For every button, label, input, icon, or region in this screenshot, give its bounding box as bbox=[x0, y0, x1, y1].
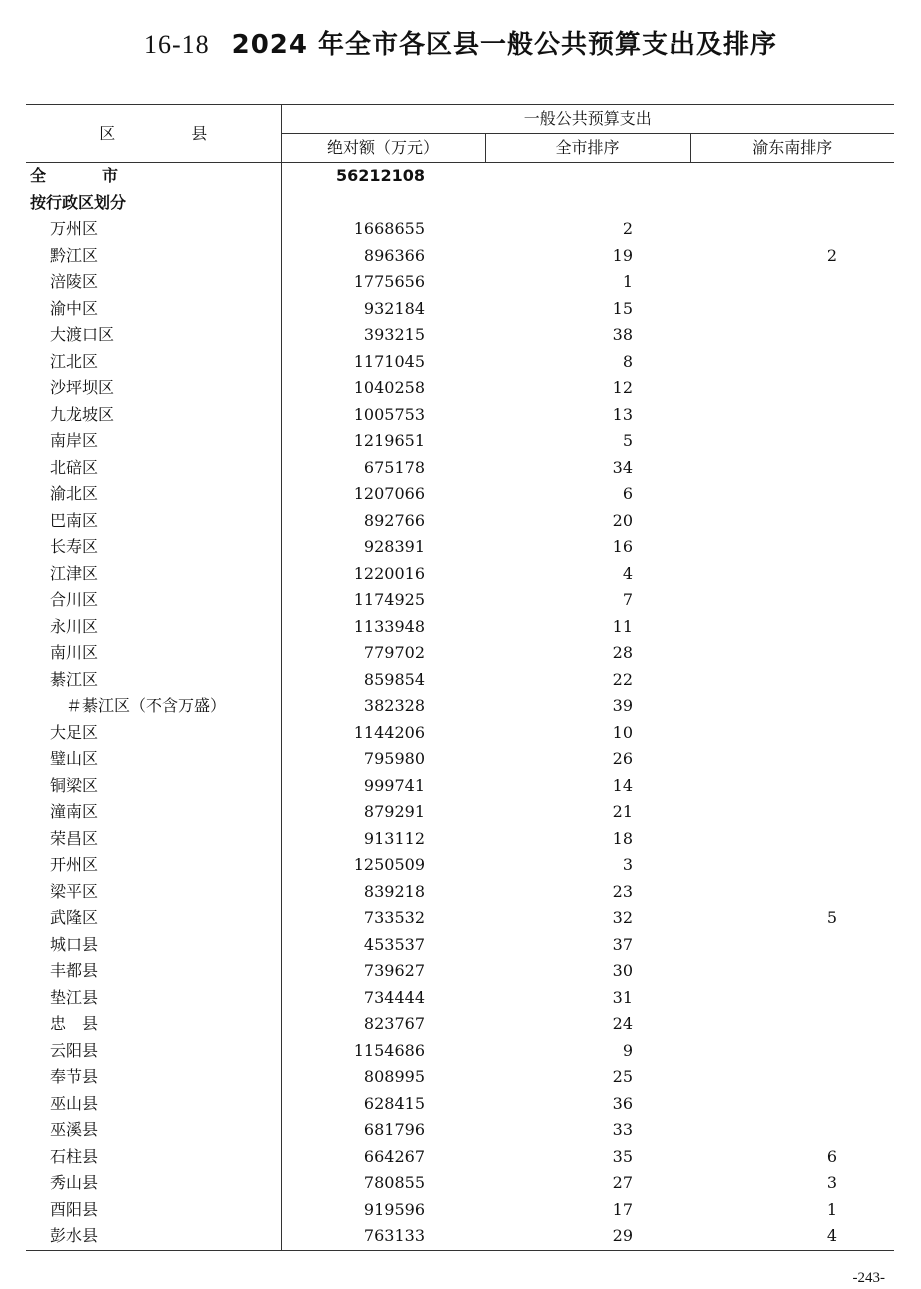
district-name: 黔江区 bbox=[50, 245, 99, 265]
yudongnan-rank-cell bbox=[690, 1091, 894, 1118]
table-row bbox=[26, 402, 894, 429]
city-rank-cell: 7 bbox=[622, 590, 633, 610]
column-group-header: 一般公共预算支出 bbox=[281, 105, 894, 134]
yudongnan-rank-cell bbox=[690, 455, 894, 482]
amount-cell: 664267 bbox=[281, 1144, 485, 1171]
amount-cell: 628415 bbox=[281, 1091, 485, 1118]
district-name: 垫江县 bbox=[50, 987, 99, 1007]
city-rank-cell: 16 bbox=[612, 537, 633, 557]
yudongnan-rank-cell: 5 bbox=[826, 908, 838, 928]
district-name: ＃綦江区（不含万盛） bbox=[66, 696, 227, 716]
amount-cell: 1133948 bbox=[281, 614, 485, 641]
table-row bbox=[26, 322, 894, 349]
city-rank-cell: 22 bbox=[612, 669, 633, 689]
city-rank-cell: 14 bbox=[612, 775, 633, 795]
yudongnan-rank-cell: 4 bbox=[690, 1223, 894, 1250]
amount-cell: 808995 bbox=[281, 1064, 485, 1091]
page-number: -243- bbox=[852, 1270, 885, 1286]
amount-cell: 733532 bbox=[281, 905, 485, 932]
table-row bbox=[26, 773, 894, 800]
city-rank-cell: 4 bbox=[622, 563, 633, 583]
table-row bbox=[26, 985, 894, 1012]
city-rank-cell: 23 bbox=[612, 881, 633, 901]
district-name: 忠 县 bbox=[50, 1014, 99, 1034]
yudongnan-rank-cell bbox=[690, 614, 894, 641]
table-row bbox=[26, 216, 894, 243]
amount-cell: 1174925 bbox=[281, 587, 485, 614]
table-row bbox=[26, 746, 894, 773]
district-name: 开州区 bbox=[50, 855, 99, 875]
table-row bbox=[26, 428, 894, 455]
district-name: 秀山县 bbox=[50, 1173, 99, 1193]
yudongnan-rank-cell bbox=[690, 746, 894, 773]
amount-cell: 932184 bbox=[281, 296, 485, 323]
yudongnan-rank-cell bbox=[690, 667, 894, 694]
yudongnan-rank-cell: 3 bbox=[826, 1173, 838, 1193]
yudongnan-rank-cell bbox=[690, 852, 894, 879]
city-rank-cell: 9 bbox=[622, 1040, 633, 1060]
yudongnan-rank-cell bbox=[690, 1117, 894, 1144]
city-rank-cell: 3 bbox=[622, 855, 633, 875]
city-rank-cell: 37 bbox=[612, 934, 633, 954]
district-name: 酉阳县 bbox=[50, 1199, 99, 1219]
city-rank-cell: 24 bbox=[612, 1014, 633, 1034]
amount-cell: 928391 bbox=[281, 534, 485, 561]
district-name: 渝中区 bbox=[50, 298, 99, 318]
district-name: 长寿区 bbox=[50, 537, 99, 557]
table-row bbox=[26, 269, 894, 296]
amount-cell: 1005753 bbox=[281, 402, 485, 429]
district-name: 綦江区 bbox=[50, 669, 99, 689]
table-row bbox=[26, 375, 894, 402]
amount-cell: 1668655 bbox=[281, 216, 485, 243]
table-title-text: 2024 年全市各区县一般公共预算支出及排序 bbox=[231, 30, 778, 60]
amount-cell: 1171045 bbox=[281, 349, 485, 376]
city-rank-cell: 29 bbox=[485, 1223, 690, 1250]
table-row bbox=[26, 1064, 894, 1091]
yudongnan-rank-cell bbox=[690, 322, 894, 349]
total-amount: 56212108 bbox=[281, 163, 485, 190]
city-rank-cell: 25 bbox=[612, 1067, 633, 1087]
city-rank-cell: 1 bbox=[622, 272, 633, 292]
yudongnan-rank-cell: 2 bbox=[826, 245, 838, 265]
table-row bbox=[26, 1091, 894, 1118]
city-rank-cell: 38 bbox=[612, 325, 633, 345]
city-rank-cell: 6 bbox=[622, 484, 633, 504]
table-number: 16-18 bbox=[143, 30, 210, 59]
yudongnan-rank-cell: 6 bbox=[826, 1146, 838, 1166]
yudongnan-rank-cell bbox=[690, 375, 894, 402]
table-row bbox=[26, 879, 894, 906]
yudongnan-rank-cell bbox=[690, 640, 894, 667]
city-rank-cell: 32 bbox=[612, 908, 633, 928]
table-row bbox=[26, 1038, 894, 1065]
table-row bbox=[26, 958, 894, 985]
yudongnan-rank-cell bbox=[690, 958, 894, 985]
city-rank-cell: 2 bbox=[622, 219, 633, 239]
amount-cell: 823767 bbox=[281, 1011, 485, 1038]
district-name: 江北区 bbox=[50, 351, 99, 371]
city-rank-cell: 11 bbox=[612, 616, 633, 636]
amount-cell: 393215 bbox=[281, 322, 485, 349]
district-name: 渝北区 bbox=[50, 484, 99, 504]
district-name: 万州区 bbox=[50, 219, 99, 239]
district-name: 合川区 bbox=[50, 590, 99, 610]
city-rank-cell: 8 bbox=[622, 351, 633, 371]
amount-cell: 913112 bbox=[281, 826, 485, 853]
table-row bbox=[26, 1144, 894, 1171]
table-row-section bbox=[26, 190, 894, 217]
yudongnan-rank-cell bbox=[690, 799, 894, 826]
amount-cell: 892766 bbox=[281, 508, 485, 535]
city-rank-cell: 21 bbox=[612, 802, 633, 822]
district-name: 梁平区 bbox=[50, 881, 99, 901]
yudongnan-rank-cell bbox=[690, 216, 894, 243]
district-name: 南岸区 bbox=[50, 431, 99, 451]
district-name: 巫山县 bbox=[50, 1093, 99, 1113]
amount-cell: 739627 bbox=[281, 958, 485, 985]
city-rank-cell: 15 bbox=[612, 298, 633, 318]
table-row bbox=[26, 1170, 894, 1197]
expenditure-table bbox=[26, 104, 894, 1251]
amount-cell: 1154686 bbox=[281, 1038, 485, 1065]
district-name: 荣昌区 bbox=[50, 828, 99, 848]
yudongnan-rank-cell bbox=[690, 985, 894, 1012]
table-row bbox=[26, 826, 894, 853]
section-label: 按行政区划分 bbox=[30, 192, 127, 212]
amount-cell: 780855 bbox=[281, 1170, 485, 1197]
table-row bbox=[26, 349, 894, 376]
table-row bbox=[26, 587, 894, 614]
district-name: 奉节县 bbox=[50, 1067, 99, 1087]
city-rank-cell: 28 bbox=[612, 643, 633, 663]
yudongnan-rank-cell bbox=[690, 428, 894, 455]
table-row bbox=[26, 905, 894, 932]
amount-cell: 681796 bbox=[281, 1117, 485, 1144]
amount-cell: 675178 bbox=[281, 455, 485, 482]
district-name: 巴南区 bbox=[50, 510, 99, 530]
district-name: 大足区 bbox=[50, 722, 99, 742]
table-row bbox=[26, 693, 894, 720]
yudongnan-rank-cell bbox=[690, 481, 894, 508]
amount-cell: 734444 bbox=[281, 985, 485, 1012]
district-name: 彭水县 bbox=[26, 1223, 281, 1250]
amount-cell: 839218 bbox=[281, 879, 485, 906]
column-header-yudongnan-rank: 渝东南排序 bbox=[690, 134, 894, 163]
column-header-city-rank: 全市排序 bbox=[485, 134, 690, 163]
column-header-amount: 绝对额（万元） bbox=[281, 134, 485, 163]
city-rank-cell: 31 bbox=[612, 987, 633, 1007]
yudongnan-rank-cell: 1 bbox=[826, 1199, 838, 1219]
district-name: 江津区 bbox=[50, 563, 99, 583]
district-name: 潼南区 bbox=[50, 802, 99, 822]
amount-cell: 1250509 bbox=[281, 852, 485, 879]
yudongnan-rank-cell bbox=[690, 402, 894, 429]
city-rank-cell: 30 bbox=[612, 961, 633, 981]
city-rank-cell: 34 bbox=[612, 457, 633, 477]
amount-cell: 1144206 bbox=[281, 720, 485, 747]
city-rank-cell: 17 bbox=[612, 1199, 633, 1219]
district-name: 璧山区 bbox=[50, 749, 99, 769]
district-name: 沙坪坝区 bbox=[50, 378, 115, 398]
yudongnan-rank-cell bbox=[690, 773, 894, 800]
table-row-total bbox=[26, 163, 894, 190]
amount-cell: 795980 bbox=[281, 746, 485, 773]
total-city-rank bbox=[485, 163, 690, 190]
yudongnan-rank-cell bbox=[690, 1064, 894, 1091]
city-rank-cell: 33 bbox=[612, 1120, 633, 1140]
yudongnan-rank-cell bbox=[690, 269, 894, 296]
amount-cell: 779702 bbox=[281, 640, 485, 667]
table-row bbox=[26, 852, 894, 879]
city-rank-cell: 10 bbox=[612, 722, 633, 742]
city-rank-cell: 35 bbox=[612, 1146, 633, 1166]
district-name: 大渡口区 bbox=[50, 325, 115, 345]
total-yudongnan-rank bbox=[690, 163, 894, 190]
page-title bbox=[0, 24, 921, 61]
amount-cell: 1207066 bbox=[281, 481, 485, 508]
amount-cell: 1040258 bbox=[281, 375, 485, 402]
district-name: 九龙坡区 bbox=[50, 404, 115, 424]
amount-cell: 859854 bbox=[281, 667, 485, 694]
district-name: 城口县 bbox=[50, 934, 99, 954]
district-name: 南川区 bbox=[50, 643, 99, 663]
total-label: 全 市 bbox=[30, 166, 139, 186]
district-name: 永川区 bbox=[50, 616, 99, 636]
yudongnan-rank-cell bbox=[690, 296, 894, 323]
city-rank-cell: 18 bbox=[612, 828, 633, 848]
yudongnan-rank-cell bbox=[690, 561, 894, 588]
yudongnan-rank-cell bbox=[690, 826, 894, 853]
yudongnan-rank-cell bbox=[690, 508, 894, 535]
amount-cell: 879291 bbox=[281, 799, 485, 826]
table-row bbox=[26, 534, 894, 561]
amount-cell: 1775656 bbox=[281, 269, 485, 296]
city-rank-cell: 20 bbox=[612, 510, 633, 530]
city-rank-cell: 39 bbox=[612, 696, 633, 716]
district-name: 石柱县 bbox=[50, 1146, 99, 1166]
yudongnan-rank-cell bbox=[690, 720, 894, 747]
yudongnan-rank-cell bbox=[690, 349, 894, 376]
table-row bbox=[26, 243, 894, 270]
section-yudongnan-rank bbox=[690, 190, 894, 217]
table-row bbox=[26, 932, 894, 959]
table-row bbox=[26, 508, 894, 535]
city-rank-cell: 12 bbox=[612, 378, 633, 398]
yudongnan-rank-cell bbox=[690, 879, 894, 906]
yudongnan-rank-cell bbox=[690, 1011, 894, 1038]
amount-cell: 382328 bbox=[281, 693, 485, 720]
amount-cell: 999741 bbox=[281, 773, 485, 800]
city-rank-cell: 36 bbox=[612, 1093, 633, 1113]
district-name: 巫溪县 bbox=[50, 1120, 99, 1140]
city-rank-cell: 5 bbox=[622, 431, 633, 451]
city-rank-cell: 13 bbox=[612, 404, 633, 424]
yudongnan-rank-cell bbox=[690, 1038, 894, 1065]
district-name: 云阳县 bbox=[50, 1040, 99, 1060]
yudongnan-rank-cell bbox=[690, 587, 894, 614]
amount-cell: 919596 bbox=[281, 1197, 485, 1224]
city-rank-cell: 19 bbox=[612, 245, 633, 265]
district-name: 北碚区 bbox=[50, 457, 99, 477]
table-row bbox=[26, 614, 894, 641]
table-row bbox=[26, 481, 894, 508]
amount-cell: 1219651 bbox=[281, 428, 485, 455]
table-row bbox=[26, 799, 894, 826]
table-row bbox=[26, 1117, 894, 1144]
table-row bbox=[26, 667, 894, 694]
section-city-rank bbox=[485, 190, 690, 217]
table-row bbox=[26, 720, 894, 747]
table-row bbox=[26, 455, 894, 482]
yudongnan-rank-cell bbox=[690, 693, 894, 720]
district-name: 丰都县 bbox=[50, 961, 99, 981]
city-rank-cell: 27 bbox=[612, 1173, 633, 1193]
yudongnan-rank-cell bbox=[690, 534, 894, 561]
amount-cell: 763133 bbox=[281, 1223, 485, 1250]
section-amount bbox=[281, 190, 485, 217]
amount-cell: 453537 bbox=[281, 932, 485, 959]
table-row bbox=[26, 561, 894, 588]
table-row bbox=[26, 640, 894, 667]
district-name: 涪陵区 bbox=[50, 272, 99, 292]
amount-cell: 1220016 bbox=[281, 561, 485, 588]
city-rank-cell: 26 bbox=[612, 749, 633, 769]
table-row bbox=[26, 1011, 894, 1038]
amount-cell: 896366 bbox=[281, 243, 485, 270]
district-name: 铜梁区 bbox=[50, 775, 99, 795]
yudongnan-rank-cell bbox=[690, 932, 894, 959]
district-name: 武隆区 bbox=[50, 908, 99, 928]
table-row bbox=[26, 1197, 894, 1224]
table-row bbox=[26, 296, 894, 323]
table-row bbox=[26, 1223, 894, 1250]
column-header-district: 区 县 bbox=[26, 105, 281, 163]
